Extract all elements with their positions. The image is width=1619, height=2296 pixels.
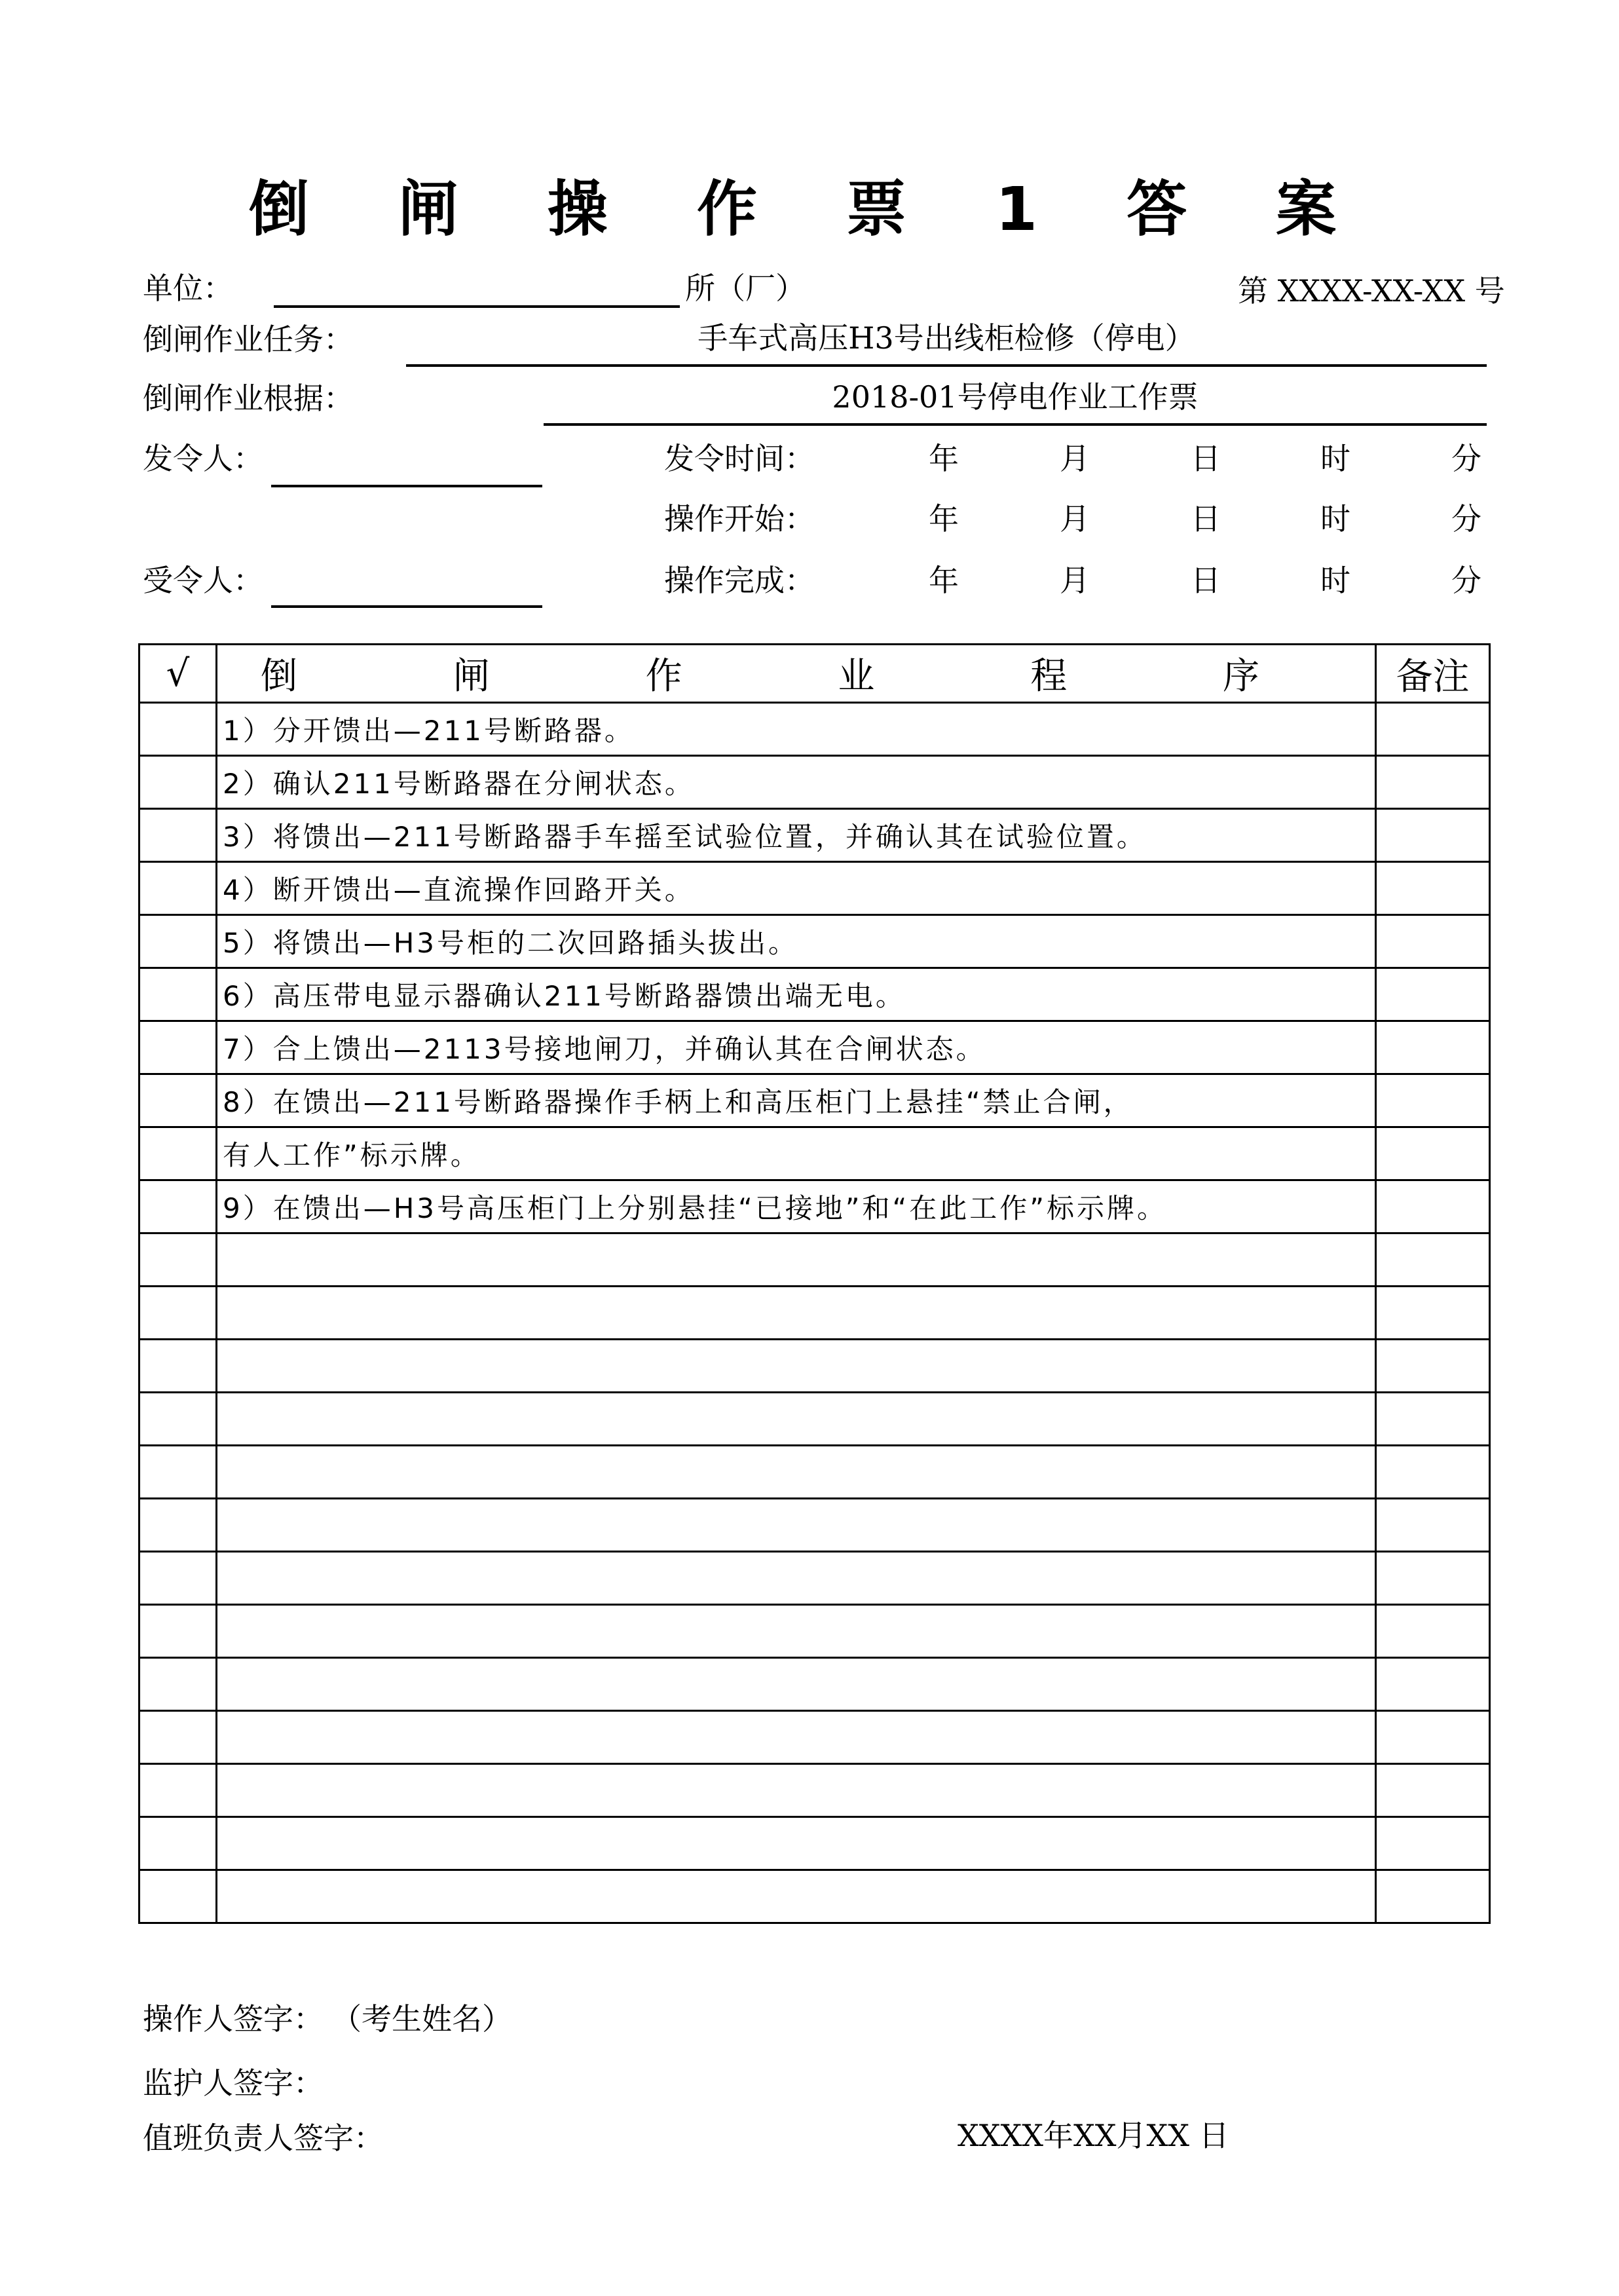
operator-signature-label: 操作人签字： xyxy=(143,2001,324,2037)
check-cell[interactable] xyxy=(140,1287,217,1340)
check-cell[interactable] xyxy=(140,1711,217,1764)
receiver-input-line[interactable] xyxy=(271,605,542,608)
table-row xyxy=(140,915,1490,968)
remark-cell[interactable] xyxy=(1376,968,1490,1021)
task-value: 手车式高压H3号出线柜检修（停电） xyxy=(698,320,1195,356)
step-cell: 有人工作”标示牌。 xyxy=(217,1127,1376,1180)
remark-cell[interactable] xyxy=(1376,1233,1490,1287)
remark-cell[interactable] xyxy=(1376,1764,1490,1817)
remark-cell[interactable] xyxy=(1376,1446,1490,1499)
month-unit: 月 xyxy=(1060,563,1090,598)
task-label: 倒闸作业任务： xyxy=(143,322,354,357)
step-cell[interactable] xyxy=(217,1287,1376,1340)
month-unit: 月 xyxy=(1060,501,1090,536)
table-row xyxy=(140,1340,1490,1393)
day-unit: 日 xyxy=(1191,501,1221,536)
hour-unit: 时 xyxy=(1320,501,1350,536)
table-row xyxy=(140,1446,1490,1499)
minute-unit: 分 xyxy=(1451,441,1481,476)
step-cell: 5）将馈出—H3号柜的二次回路插头拔出。 xyxy=(217,915,1376,968)
step-cell[interactable] xyxy=(217,1393,1376,1446)
minute-unit: 分 xyxy=(1451,501,1481,536)
procedure-column-header: 倒 闸 作 业 程 序 xyxy=(217,645,1376,703)
remark-cell[interactable] xyxy=(1376,1340,1490,1393)
check-cell[interactable] xyxy=(140,1340,217,1393)
table-row xyxy=(140,1021,1490,1074)
ticket-number: 第 XXXX-XX-XX 号 xyxy=(1238,273,1505,309)
table-row xyxy=(140,1711,1490,1764)
check-cell[interactable] xyxy=(140,968,217,1021)
remark-cell[interactable] xyxy=(1376,1021,1490,1074)
step-cell: 8）在馈出—211号断路器操作手柄上和高压柜门上悬挂“禁止合闸， xyxy=(217,1074,1376,1127)
step-cell: 1）分开馈出—211号断路器。 xyxy=(217,703,1376,756)
page-title: 倒 闸 操 作 票 1 答 案 xyxy=(248,174,1371,244)
step-cell[interactable] xyxy=(217,1552,1376,1605)
step-cell[interactable] xyxy=(217,1446,1376,1499)
check-cell[interactable] xyxy=(140,1552,217,1605)
check-cell[interactable] xyxy=(140,1817,217,1870)
receiver-label: 受令人： xyxy=(143,563,263,598)
remark-cell[interactable] xyxy=(1376,1870,1490,1923)
table-row xyxy=(140,703,1490,756)
unit-input-line[interactable] xyxy=(274,305,680,308)
time-label: 操作完成： xyxy=(664,563,815,598)
table-row xyxy=(140,1393,1490,1446)
table-row xyxy=(140,809,1490,862)
hour-unit: 时 xyxy=(1320,563,1350,598)
table-row xyxy=(140,1817,1490,1870)
day-unit: 日 xyxy=(1191,441,1221,476)
check-cell[interactable] xyxy=(140,1446,217,1499)
table-row xyxy=(140,1870,1490,1923)
check-cell[interactable] xyxy=(140,809,217,862)
time-label: 操作开始： xyxy=(664,501,815,536)
operator-signature-value: （考生姓名） xyxy=(331,2001,512,2037)
basis-label: 倒闸作业根据： xyxy=(143,381,354,416)
check-cell[interactable] xyxy=(140,1180,217,1233)
table-row xyxy=(140,1233,1490,1287)
remark-cell[interactable] xyxy=(1376,862,1490,915)
step-cell: 3）将馈出—211号断路器手车摇至试验位置，并确认其在试验位置。 xyxy=(217,809,1376,862)
remark-cell[interactable] xyxy=(1376,809,1490,862)
check-cell[interactable] xyxy=(140,1658,217,1711)
remark-cell[interactable] xyxy=(1376,915,1490,968)
remark-cell[interactable] xyxy=(1376,1499,1490,1552)
check-cell[interactable] xyxy=(140,703,217,756)
check-cell[interactable] xyxy=(140,1870,217,1923)
duty-manager-signature-label: 值班负责人签字： xyxy=(143,2120,384,2156)
table-header-row xyxy=(140,645,1490,703)
table-row xyxy=(140,1552,1490,1605)
check-column-header: √ xyxy=(140,645,217,703)
remark-cell[interactable] xyxy=(1376,1074,1490,1127)
issuer-input-line[interactable] xyxy=(271,485,542,487)
step-cell: 2）确认211号断路器在分闸状态。 xyxy=(217,756,1376,809)
table-row xyxy=(140,1180,1490,1233)
check-cell[interactable] xyxy=(140,1074,217,1127)
unit-suffix: 所（厂） xyxy=(685,271,806,306)
table-row xyxy=(140,968,1490,1021)
check-cell[interactable] xyxy=(140,862,217,915)
step-cell: 6）高压带电显示器确认211号断路器馈出端无电。 xyxy=(217,968,1376,1021)
step-cell[interactable] xyxy=(217,1233,1376,1287)
check-cell[interactable] xyxy=(140,1605,217,1658)
remark-cell[interactable] xyxy=(1376,1127,1490,1180)
step-cell[interactable] xyxy=(217,1605,1376,1658)
step-cell[interactable] xyxy=(217,1870,1376,1923)
issuer-label: 发令人： xyxy=(143,441,263,476)
remark-cell[interactable] xyxy=(1376,1393,1490,1446)
year-unit: 年 xyxy=(929,563,959,598)
check-cell[interactable] xyxy=(140,1499,217,1552)
day-unit: 日 xyxy=(1191,563,1221,598)
remark-header-text: 备注 xyxy=(1396,656,1470,698)
check-cell[interactable] xyxy=(140,1764,217,1817)
table-row xyxy=(140,1499,1490,1552)
check-cell[interactable] xyxy=(140,1393,217,1446)
check-cell[interactable] xyxy=(140,915,217,968)
hour-unit: 时 xyxy=(1320,441,1350,476)
step-cell[interactable] xyxy=(217,1499,1376,1552)
step-cell[interactable] xyxy=(217,1658,1376,1711)
step-cell: 9）在馈出—H3号高压柜门上分别悬挂“已接地”和“在此工作”标示牌。 xyxy=(217,1180,1376,1233)
remark-cell[interactable] xyxy=(1376,703,1490,756)
check-cell[interactable] xyxy=(140,1127,217,1180)
table-row xyxy=(140,1074,1490,1127)
remark-cell[interactable] xyxy=(1376,1817,1490,1870)
year-unit: 年 xyxy=(929,501,959,536)
check-cell[interactable] xyxy=(140,1233,217,1287)
task-underline xyxy=(406,364,1487,367)
year-unit: 年 xyxy=(929,441,959,476)
step-cell: 4）断开馈出—直流操作回路开关。 xyxy=(217,862,1376,915)
basis-value: 2018-01号停电作业工作票 xyxy=(832,379,1199,415)
remark-cell[interactable] xyxy=(1376,1180,1490,1233)
basis-underline xyxy=(544,423,1487,426)
table-row xyxy=(140,862,1490,915)
remark-cell[interactable] xyxy=(1376,756,1490,809)
step-cell[interactable] xyxy=(217,1340,1376,1393)
table-row xyxy=(140,1287,1490,1340)
signature-date: XXXX年XX月XX 日 xyxy=(958,2118,1229,2153)
remark-cell[interactable] xyxy=(1376,1711,1490,1764)
step-cell[interactable] xyxy=(217,1817,1376,1870)
remark-column-header xyxy=(1376,645,1490,703)
table-row xyxy=(140,756,1490,809)
remark-cell[interactable] xyxy=(1376,1552,1490,1605)
table-row xyxy=(140,1127,1490,1180)
remark-cell[interactable] xyxy=(1376,1287,1490,1340)
minute-unit: 分 xyxy=(1451,563,1481,598)
procedure-table xyxy=(138,643,1491,1924)
remark-cell[interactable] xyxy=(1376,1658,1490,1711)
supervisor-signature-label: 监护人签字： xyxy=(143,2065,324,2101)
table-row xyxy=(140,1764,1490,1817)
remark-cell[interactable] xyxy=(1376,1605,1490,1658)
check-cell[interactable] xyxy=(140,756,217,809)
step-cell[interactable] xyxy=(217,1711,1376,1764)
table-row xyxy=(140,1658,1490,1711)
step-cell[interactable] xyxy=(217,1764,1376,1817)
check-cell[interactable] xyxy=(140,1021,217,1074)
table-row xyxy=(140,1605,1490,1658)
month-unit: 月 xyxy=(1060,441,1090,476)
unit-label: 单位： xyxy=(143,271,233,306)
step-cell: 7）合上馈出—2113号接地闸刀，并确认其在合闸状态。 xyxy=(217,1021,1376,1074)
time-label: 发令时间： xyxy=(664,441,815,476)
